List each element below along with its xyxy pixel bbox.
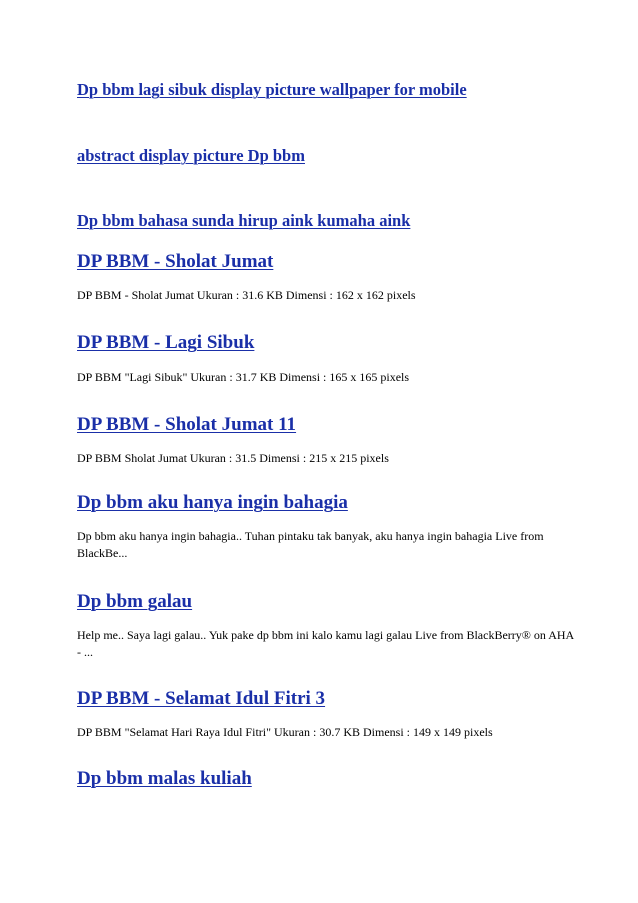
entry-description-idul-fitri-3: DP BBM "Selamat Hari Raya Idul Fitri" Ukuran : 30.7 KB Dimensi : 149 x 149 pixels — [77, 725, 493, 739]
entry-link-sholat-jumat-11[interactable]: DP BBM - Sholat Jumat 11 — [77, 414, 297, 435]
entry-description-galau: Help me.. Saya lagi galau.. Yuk pake dp bbm ini kalo kamu lagi galau Live from BlackBerry® on AHA - ... — [77, 628, 574, 659]
entry-description-sholat-jumat: DP BBM - Sholat Jumat Ukuran : 31.6 KB Dimensi : 162 x 162 pixels — [77, 288, 416, 302]
entry-link-bahasa-sunda[interactable]: Dp bbm bahasa sunda hirup aink kumaha aink — [77, 211, 411, 230]
entry-link-idul-fitri-3[interactable]: DP BBM - Selamat Idul Fitri 3 — [77, 688, 326, 709]
entry-description-lagi-sibuk: DP BBM "Lagi Sibuk" Ukuran : 31.7 KB Dimensi : 165 x 165 pixels — [77, 370, 410, 384]
entry-link-malas-kuliah[interactable]: Dp bbm malas kuliah — [77, 768, 252, 789]
entry-link-lagi-sibuk-wallpaper[interactable]: Dp bbm lagi sibuk display picture wallpaper for mobile — [77, 80, 467, 99]
entry-link-lagi-sibuk[interactable]: DP BBM - Lagi Sibuk — [77, 332, 255, 353]
entry-link-abstract-display-picture[interactable]: abstract display picture Dp bbm — [77, 146, 305, 165]
entry-description-ingin-bahagia: Dp bbm aku hanya ingin bahagia.. Tuhan pintaku tak banyak, aku hanya ingin bahagia Live from BlackBe... — [77, 529, 544, 560]
entry-link-ingin-bahagia[interactable]: Dp bbm aku hanya ingin bahagia — [77, 492, 348, 513]
entry-link-galau[interactable]: Dp bbm galau — [77, 591, 193, 612]
entry-link-sholat-jumat[interactable]: DP BBM - Sholat Jumat — [77, 251, 274, 272]
entry-description-sholat-jumat-11: DP BBM Sholat Jumat Ukuran : 31.5 Dimensi : 215 x 215 pixels — [77, 451, 389, 465]
